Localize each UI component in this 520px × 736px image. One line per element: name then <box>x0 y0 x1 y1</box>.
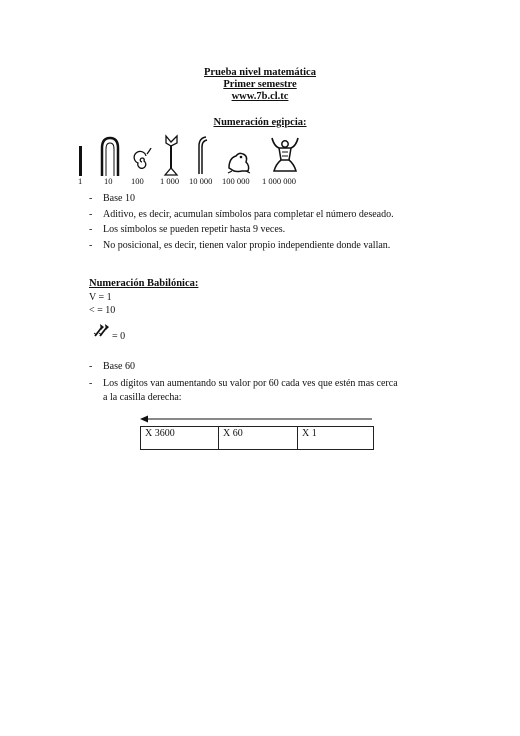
list-item <box>89 377 399 406</box>
zero-rule: = 0 <box>112 331 126 342</box>
bullet-dash: - <box>89 224 93 235</box>
website-link[interactable]: www.7b.cl.tc <box>231 91 289 102</box>
glyph-value: 1 000 <box>160 176 180 186</box>
tadpole-frog-icon <box>226 150 252 174</box>
babylonian-heading: Numeración Babilónica: <box>89 278 199 289</box>
glyph-value: 1 000 000 <box>262 176 296 186</box>
egyptian-rules-list <box>89 191 449 253</box>
list-item-text: Base 10 <box>103 193 135 204</box>
list-item <box>89 222 449 238</box>
list-item <box>89 360 399 375</box>
finger-icon <box>196 136 210 174</box>
v-symbol-rule: V = 1 <box>89 292 112 303</box>
double-wedge-zero-icon <box>92 318 114 338</box>
list-item <box>89 207 449 223</box>
kneeling-god-icon <box>268 134 302 174</box>
table-cell: X 1 <box>298 427 374 450</box>
glyph-value: 10 <box>104 176 113 186</box>
bullet-dash: - <box>89 239 93 251</box>
list-item-text: Base 60 <box>103 361 135 372</box>
list-item <box>89 191 449 207</box>
stroke-icon <box>78 146 84 176</box>
left-arrow-icon <box>140 414 376 424</box>
babylonian-rules-list <box>89 360 399 406</box>
table-cell: X 3600 <box>141 427 219 450</box>
list-item-text: No posicional, es decir, tienen valor propio independiente donde vallan. <box>103 239 391 251</box>
list-item-text: Los símbolos se pueden repetir hasta 9 veces. <box>103 224 286 235</box>
bullet-dash: - <box>89 361 93 372</box>
bullet-dash: - <box>89 377 93 389</box>
table-row <box>141 427 374 450</box>
document-title: Prueba nivel matemática <box>204 67 316 78</box>
coil-rope-icon <box>131 148 153 174</box>
glyph-value: 10 000 <box>189 176 213 186</box>
lt-symbol-rule: < = 10 <box>89 305 116 316</box>
table-cell: X 60 <box>219 427 298 450</box>
glyph-value: 100 <box>131 176 144 186</box>
list-item <box>89 238 449 254</box>
place-value-table <box>140 426 374 450</box>
egyptian-glyph-row <box>74 132 314 186</box>
heel-bone-arch-icon <box>99 136 121 176</box>
bullet-dash: - <box>89 193 93 204</box>
list-item-text: Los dígitos van aumentando su valor por 60 cada ves que estén mas cerca a la casilla derecha: <box>103 377 398 403</box>
glyph-value: 1 <box>78 176 83 186</box>
bullet-dash: - <box>89 208 93 220</box>
list-item-text: Aditivo, es decir, acumulan símbolos para completar el número deseado. <box>103 208 394 220</box>
glyph-value: 100 000 <box>222 176 250 186</box>
egyptian-heading: Numeración egipcia: <box>213 117 307 128</box>
lotus-flower-icon <box>162 134 182 176</box>
document-subtitle: Primer semestre <box>223 79 297 90</box>
